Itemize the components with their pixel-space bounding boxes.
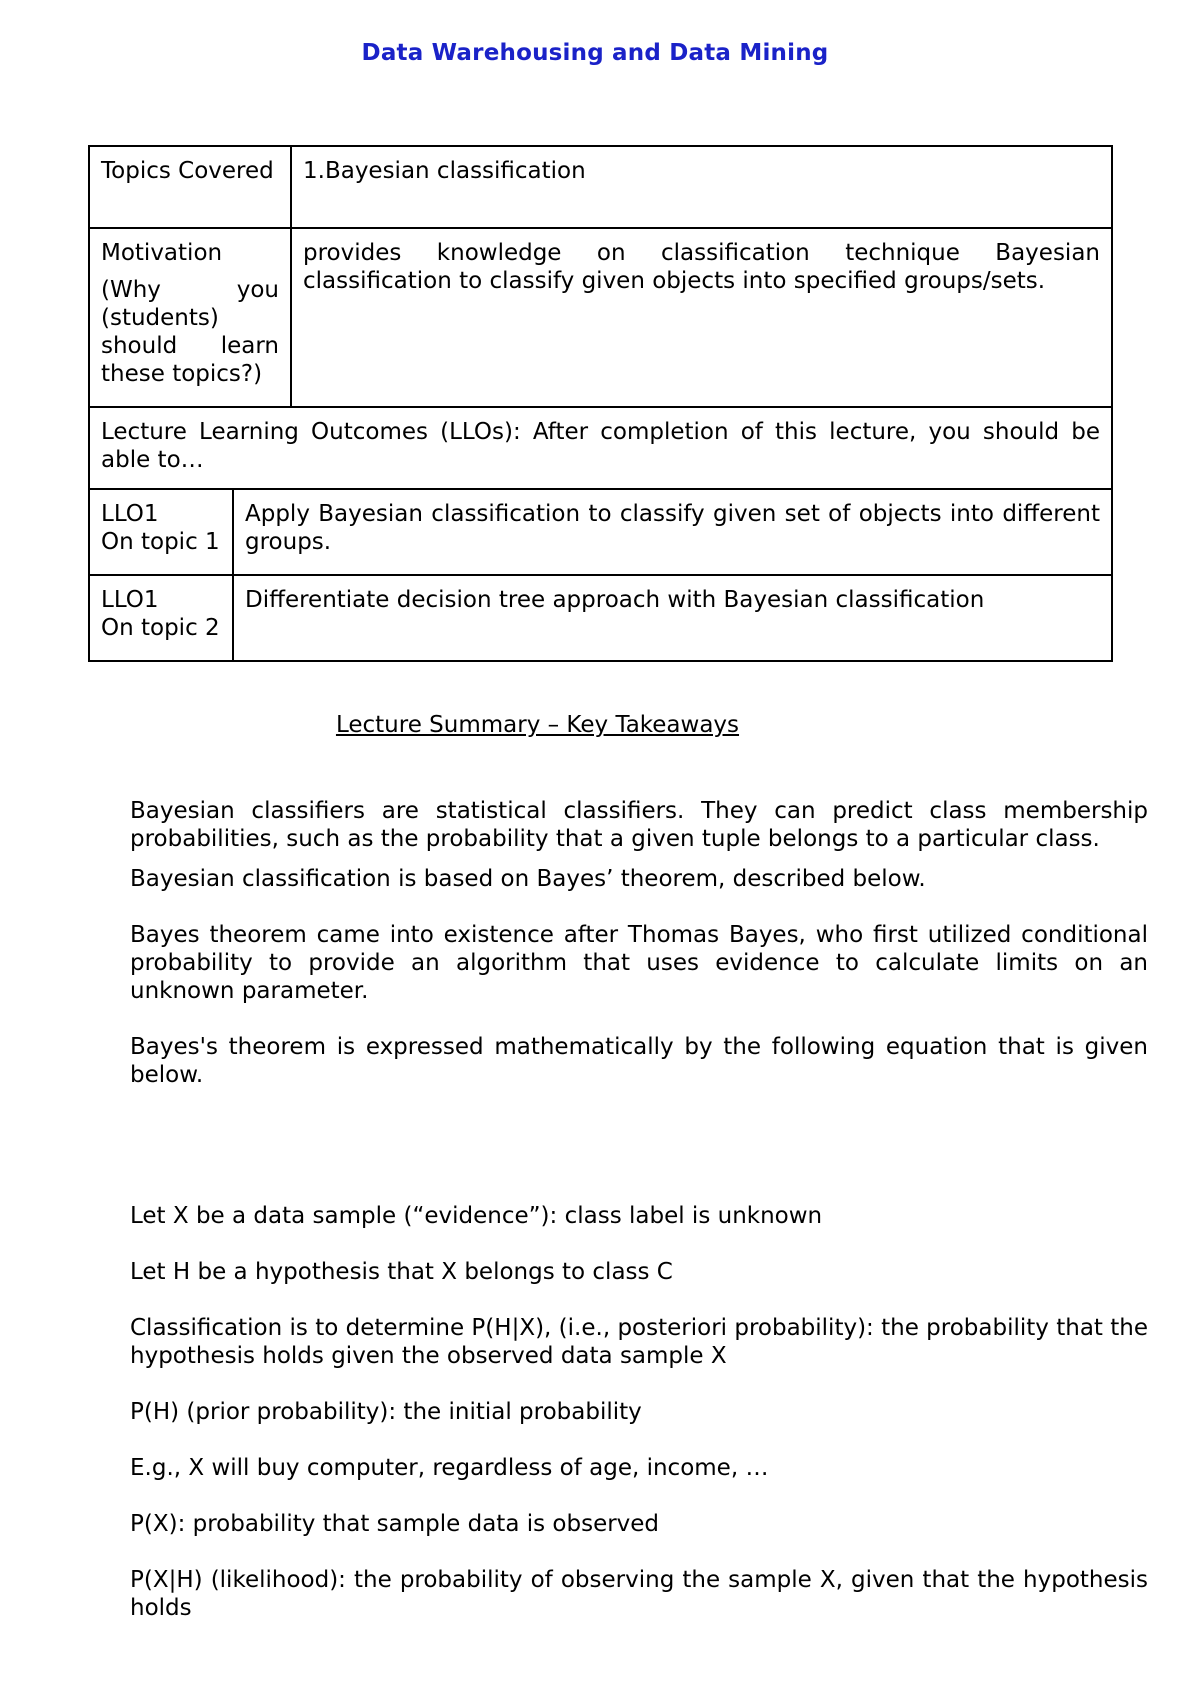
llo-header: Lecture Learning Outcomes (LLOs): After completion of this lecture, you should be able to… <box>89 407 1112 489</box>
summary-body <box>130 797 1148 1089</box>
summary-heading: Lecture Summary – Key Takeaways <box>335 712 740 738</box>
llo-header-row <box>89 407 1112 489</box>
definition-item: P(X|H) (likelihood): the probability of observing the sample X, given that the hypothesis holds <box>130 1567 1148 1621</box>
llo-id: LLO1 <box>101 501 159 527</box>
topics-value: 1.Bayesian classification <box>291 146 1112 228</box>
llo-row <box>89 489 1112 575</box>
motivation-value: provides knowledge on classification technique Bayesian classification to classify given objects into specified groups/sets. <box>291 228 1112 407</box>
definition-item: E.g., X will buy computer, regardless of age, income, … <box>130 1455 769 1481</box>
summary-paragraph: Bayesian classifiers are statistical classifiers. They can predict class membership probabilities, such as the probability that a given tuple belongs to a particular class. <box>130 798 1148 852</box>
topics-label: Topics Covered <box>89 146 291 228</box>
document-title: Data Warehousing and Data Mining <box>361 40 829 66</box>
definition-item: Let H be a hypothesis that X belongs to class C <box>130 1259 673 1285</box>
definition-item: P(H) (prior probability): the initial probability <box>130 1399 642 1425</box>
llo-topic: On topic 2 <box>101 615 220 641</box>
llo-label-cell <box>89 575 233 661</box>
summary-paragraph: Bayesian classification is based on Bayes’ theorem, described below. <box>130 866 926 892</box>
definitions-list <box>130 1202 1148 1622</box>
summary-paragraph: Bayes's theorem is expressed mathematically by the following equation that is given below. <box>130 1034 1148 1088</box>
llo-text: Differentiate decision tree approach with Bayesian classification <box>233 575 1112 661</box>
llo-row <box>89 575 1112 661</box>
definition-item: Let X be a data sample (“evidence”): class label is unknown <box>130 1203 823 1229</box>
motivation-sublabel: (Why you (students) should learn these topics?) <box>101 277 279 387</box>
llo-text: Apply Bayesian classification to classify given set of objects into different groups. <box>233 489 1112 575</box>
llo-label-cell <box>89 489 233 575</box>
motivation-cell <box>89 228 291 407</box>
summary-paragraph: Bayes theorem came into existence after Thomas Bayes, who first utilized conditional probability to provide an algorithm that uses evidence to calculate limits on an unknown parameter. <box>130 922 1148 1004</box>
motivation-label: Motivation <box>101 240 223 266</box>
definition-item: P(X): probability that sample data is observed <box>130 1511 660 1537</box>
topics-table <box>88 145 1113 662</box>
llo-topic: On topic 1 <box>101 529 220 555</box>
llo-id: LLO1 <box>101 587 159 613</box>
topics-row <box>89 146 1112 228</box>
motivation-row <box>89 228 1112 407</box>
definition-item: Classification is to determine P(H|X), (i.e., posteriori probability): the probability that the hypothesis holds given the observed data sample X <box>130 1315 1148 1369</box>
